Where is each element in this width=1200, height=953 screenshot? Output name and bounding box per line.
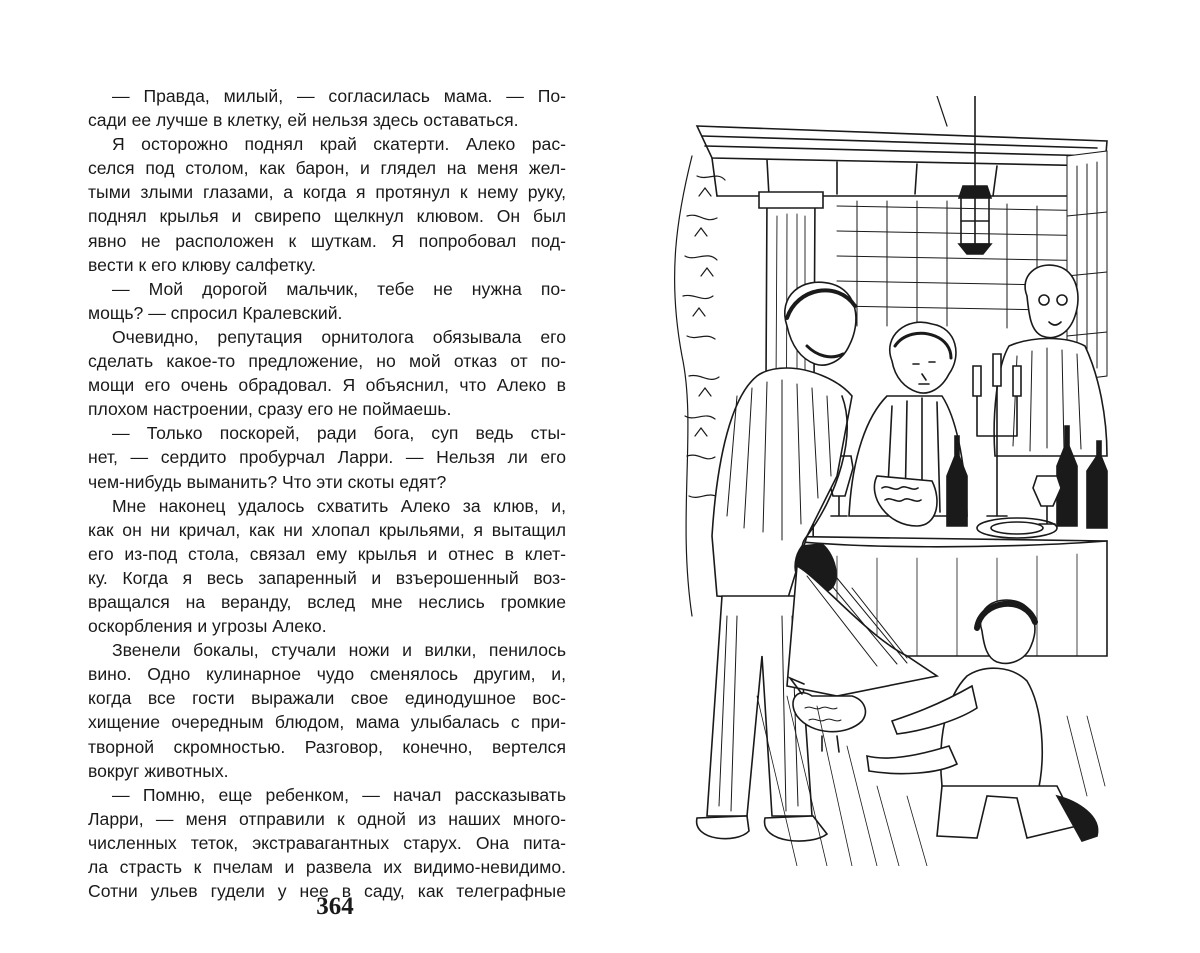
text-line: Я осторожно поднял край скатерти. Алеко рас-	[112, 134, 566, 155]
text-line: поднял крылья и свирепо щелкнул клювом. Он был	[88, 206, 566, 227]
text-line: Звенели бокалы, стучали ножи и вилки, пенилось	[112, 640, 566, 661]
text-line: плохом настроении, сразу его не поймаешь.	[88, 399, 452, 420]
body-text	[88, 84, 566, 903]
text-line: чем-нибудь выманить? Что эти скоты едят?	[88, 471, 447, 492]
text-line: — Только поскорей, ради бога, суп ведь сты-	[112, 423, 566, 444]
text-line: — Мой дорогой мальчик, тебе не нужна по-	[112, 278, 566, 299]
text-line: вращался на веранду, вслед мне неслись громкие	[88, 591, 566, 612]
dinner-veranda-illustration	[637, 96, 1117, 866]
text-line: селся под столом, как барон, и глядел на меня жел-	[88, 158, 566, 179]
text-line: явно не расположен к шуткам. Я попробовал под-	[88, 230, 566, 251]
text-line: численных теток, экстравагантных старух. Она пита-	[88, 832, 566, 853]
text-line: ла страсть к пчелам и развела их видимо-невидимо.	[88, 857, 566, 877]
text-line: Сотни ульев гудели у нее в саду, как телеграфные	[88, 881, 566, 902]
text-line: творной скромностью. Разговор, конечно, вертелся	[88, 736, 566, 757]
veranda-roof	[697, 96, 1107, 196]
text-line: оскорбления и угрозы Алеко.	[88, 616, 327, 637]
text-line: вокруг животных.	[88, 760, 229, 781]
page-number: 364	[316, 893, 354, 920]
text-line: тыми злыми глазами, а когда я протянул к нему руку,	[88, 182, 566, 203]
text-line: Очевидно, репутация орнитолога обязывала его	[112, 326, 566, 347]
text-line: мощь? — спросил Кралевский.	[88, 302, 343, 323]
text-line: Ларри, — меня отправили к одной из наших много-	[88, 808, 566, 829]
text-line: нет, — сердито пробурчал Ларри. — Нельзя ли его	[88, 447, 566, 468]
text-line: сделать какое-то предложение, но мой отказ от по-	[88, 351, 566, 372]
text-line: вести к его клюву салфетку.	[88, 254, 316, 275]
text-line: когда все гости выражали свое единодушное вос-	[88, 688, 566, 709]
text-line: мощи его очень обрадовал. Я объяснил, что Алеко в	[88, 375, 566, 396]
text-line: как он ни кричал, как ни хлопал крыльями, я вытащил	[88, 519, 566, 540]
text-line: — Помню, еще ребенком, — начал рассказывать	[112, 784, 566, 805]
text-line: ку. Когда я весь запаренный и взъерошенный воз-	[88, 567, 566, 588]
text-line: хищение очередным блюдом, мама улыбалась с при-	[88, 712, 566, 733]
text-line: сади ее лучше в клетку, ей нельзя здесь оставаться.	[88, 110, 519, 131]
text-line: — Правда, милый, — согласилась мама. — По-	[112, 86, 566, 106]
text-line: вино. Одно кулинарное чудо сменялось другим, и,	[88, 664, 566, 685]
text-line: Мне наконец удалось схватить Алеко за клюв, и,	[112, 495, 566, 516]
hanging-lantern-icon	[959, 96, 991, 254]
text-line: его из-под стола, связал ему крылья и отнес в клет-	[88, 543, 566, 564]
